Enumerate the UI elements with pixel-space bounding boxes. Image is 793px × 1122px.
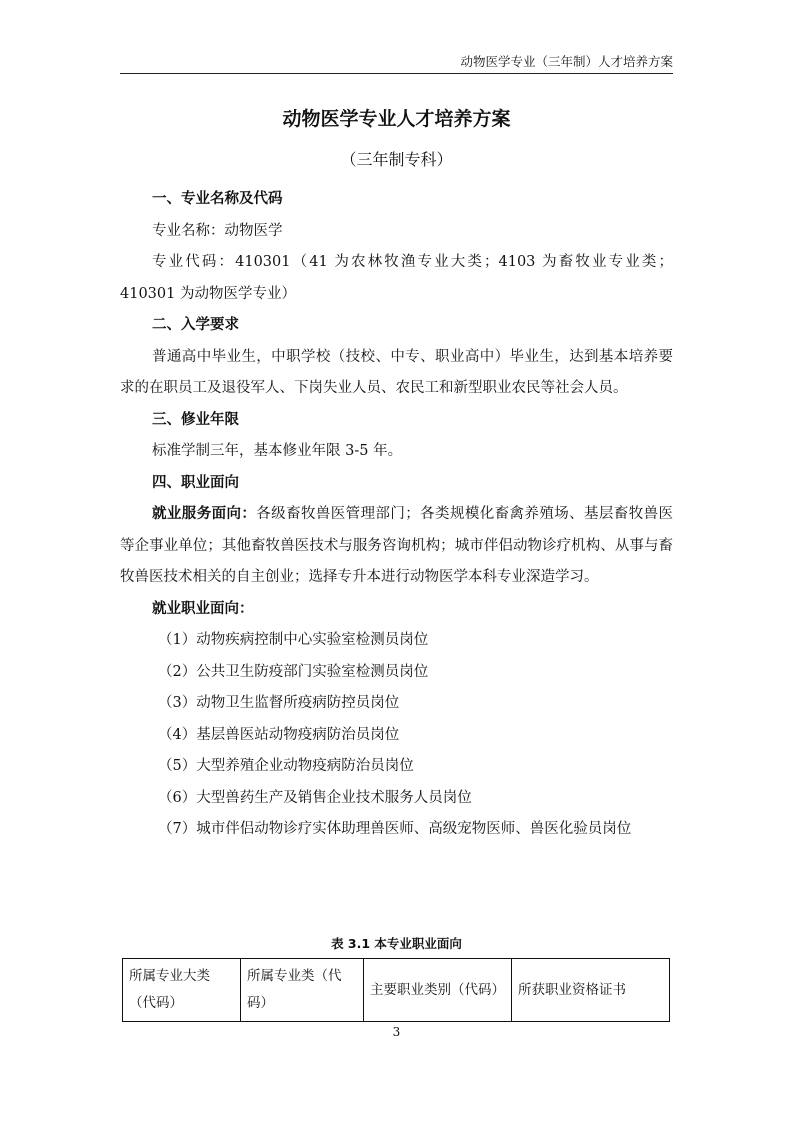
job-item: （6）大型兽药生产及销售企业技术服务人员岗位: [158, 789, 472, 806]
career-table: [122, 958, 670, 1022]
service-label: 就业服务面向：: [152, 506, 257, 522]
table-header-cell: 主要职业类别（代码）: [364, 959, 512, 1022]
header-divider: [120, 73, 673, 74]
section-heading-career: 四、职业面向: [152, 474, 239, 491]
table-header-cell: 所属专业类（代码）: [241, 959, 364, 1022]
job-item: （4）基层兽医站动物疫病防治员岗位: [158, 726, 400, 743]
section-heading-major: 一、专业名称及代码: [152, 191, 283, 207]
job-item: （5）大型养殖企业动物疫病防治员岗位: [158, 758, 414, 774]
table-caption: 表 3.1 本专业职业面向: [331, 936, 462, 951]
major-name: 专业名称：动物医学: [152, 222, 283, 239]
service-orientation: [120, 499, 673, 594]
page-number: 3: [392, 1025, 401, 1039]
job-orientation-label: 就业职业面向：: [152, 600, 254, 617]
job-item: （7）城市伴侣动物诊疗实体助理兽医师、高级宠物医师、兽医化验员岗位: [158, 821, 632, 837]
duration-text: 标准学制三年，基本修业年限 3-5 年。: [152, 443, 403, 459]
document-body: [120, 184, 673, 846]
job-item: （1）动物疾病控制中心实验室检测员岗位: [158, 632, 429, 648]
job-item: （2）公共卫生防疫部门实验室检测员岗位: [158, 663, 429, 680]
running-header: 动物医学专业（三年制）人才培养方案: [460, 54, 673, 69]
section-heading-admission: 二、入学要求: [152, 317, 239, 333]
admission-text: 普通高中毕业生，中职学校（技校、中专、职业高中）毕业生，达到基本培养要求的在职员工及退役军人、下岗失业人员、农民工和新型职业农民等社会人员。: [120, 348, 673, 396]
table-header-cell: 所获职业资格证书: [512, 959, 670, 1022]
service-text: 各级畜牧兽医管理部门；各类规模化畜禽养殖场、基层畜牧兽医等企事业单位；其他畜牧兽医技术与服务咨询机构；城市伴侣动物诊疗机构、从事与畜牧兽医技术相关的自主创业；选择专升本进行动物医学本科专业深造学习。: [120, 506, 673, 585]
section-heading-duration: 三、修业年限: [152, 411, 239, 428]
document-title: 动物医学专业人才培养方案: [282, 108, 511, 130]
job-item: （3）动物卫生监督所疫病防控员岗位: [158, 695, 400, 711]
document-subtitle: （三年制专科）: [340, 150, 453, 169]
major-code: 专业代码：410301（41 为农林牧渔专业大类；4103 为畜牧业专业类；410301 为动物医学专业）: [120, 254, 673, 302]
table-header-row: [123, 959, 670, 1022]
table-header-cell: 所属专业大类（代码）: [123, 959, 241, 1022]
